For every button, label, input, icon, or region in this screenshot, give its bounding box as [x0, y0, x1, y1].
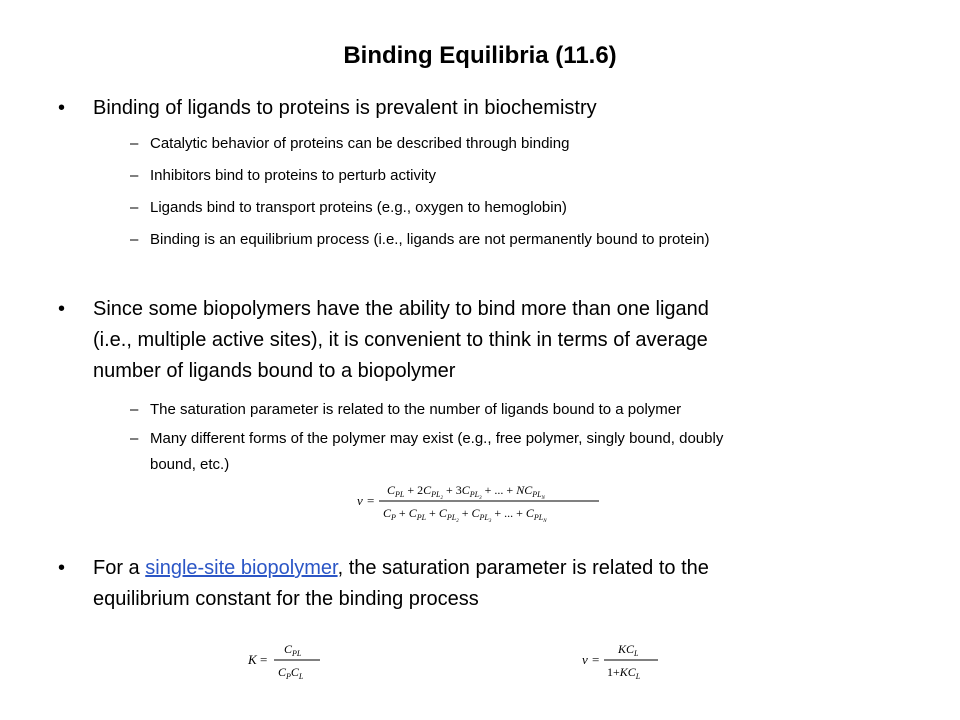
svg-text:CPL: $C_{PL}$ — [284, 642, 302, 658]
svg-text:1+KCL: $1+KC_L$ — [607, 665, 641, 681]
bullet-1-sub-4 — [130, 227, 910, 253]
equation-single-site-saturation — [580, 636, 670, 689]
bullet-2-line-2: (i.e., multiple active sites), it is convenient to think in terms of average — [93, 329, 708, 351]
bullet-3-line-2: equilibrium constant for the binding process — [93, 588, 479, 610]
svg-text:=: = — [592, 652, 600, 667]
sub-text: Many different forms of the polymer may exist (e.g., free polymer, singly bound, doubly — [150, 430, 724, 447]
svg-text:CPL + 2CPL2: $C_{PL}$ + $2C_{PL}2$ + $3C_{PL}3$ + ... + $NC_{PL}N$ — [387, 483, 545, 501]
sub-text: Catalytic behavior of proteins can be described through binding — [150, 135, 570, 152]
bullet-2-sub-1 — [130, 397, 910, 423]
sub-text-cont: bound, etc.) — [150, 456, 230, 473]
equation-nu-avg-svg — [355, 476, 605, 526]
sub-text: Binding is an equilibrium process (i.e., ligands are not permanently bound to protein) — [150, 231, 710, 248]
equation-binding-constant — [246, 636, 326, 689]
single-site-biopolymer-link[interactable]: single-site biopolymer — [145, 557, 338, 579]
bullet-1-sub-2 — [130, 163, 910, 189]
bullet-dot: • — [58, 97, 66, 119]
sub-text: Ligands bind to transport proteins (e.g., oxygen to hemoglobin) — [150, 199, 567, 216]
bullet-3-suffix: , the saturation parameter is related to the — [337, 557, 709, 579]
bullet-3-prefix: For a — [93, 557, 146, 579]
bullet-1-sub-3 — [130, 195, 910, 221]
bullet-dot: • — [58, 557, 66, 579]
bullet-3-line-1 — [93, 553, 878, 584]
bullet-1 — [58, 93, 878, 124]
equation-nu-single-svg — [580, 636, 670, 684]
bullet-dot: • — [58, 298, 66, 320]
sub-dash: – — [130, 401, 139, 418]
svg-text:=: = — [260, 652, 268, 667]
sub-text: The saturation parameter is related to the number of ligands bound to a polymer — [150, 401, 682, 418]
svg-text:ν: ν — [357, 493, 363, 508]
equation-k-svg — [246, 636, 326, 684]
bullet-3 — [58, 553, 878, 615]
bullet-1-text: Binding of ligands to proteins is prevalent in biochemistry — [93, 97, 597, 119]
sub-text: Inhibitors bind to proteins to perturb activity — [150, 167, 436, 184]
sub-dash: – — [130, 199, 139, 216]
bullet-2-line-3: number of ligands bound to a biopolymer — [93, 360, 456, 382]
bullet-2-line-1: Since some biopolymers have the ability to bind more than one ligand — [93, 298, 709, 320]
sub-dash: – — [130, 231, 139, 248]
slide-title: Binding Equilibria (11.6) — [343, 42, 617, 69]
bullet-1-sub-1 — [130, 131, 910, 157]
bullet-2-sub-2 — [130, 426, 910, 478]
svg-text:KCL: $KC_L$ — [618, 642, 639, 658]
svg-text:CPCL: $C_PC_L$ — [278, 665, 304, 681]
sub-dash: – — [130, 430, 139, 447]
svg-text:=: = — [367, 493, 375, 508]
svg-text:CP + CPL + C: $C_P$ + $C_{PL}$ + $C_{PL}2$ + $C_{PL}3$ + ... + $C_{PL}N$ — [383, 506, 547, 524]
sub-dash: – — [130, 167, 139, 184]
sub-dash: – — [130, 135, 139, 152]
svg-text:K: K — [248, 652, 257, 667]
equation-saturation-parameter — [355, 476, 605, 531]
svg-text:ν: ν — [582, 652, 588, 667]
bullet-2 — [58, 294, 878, 387]
